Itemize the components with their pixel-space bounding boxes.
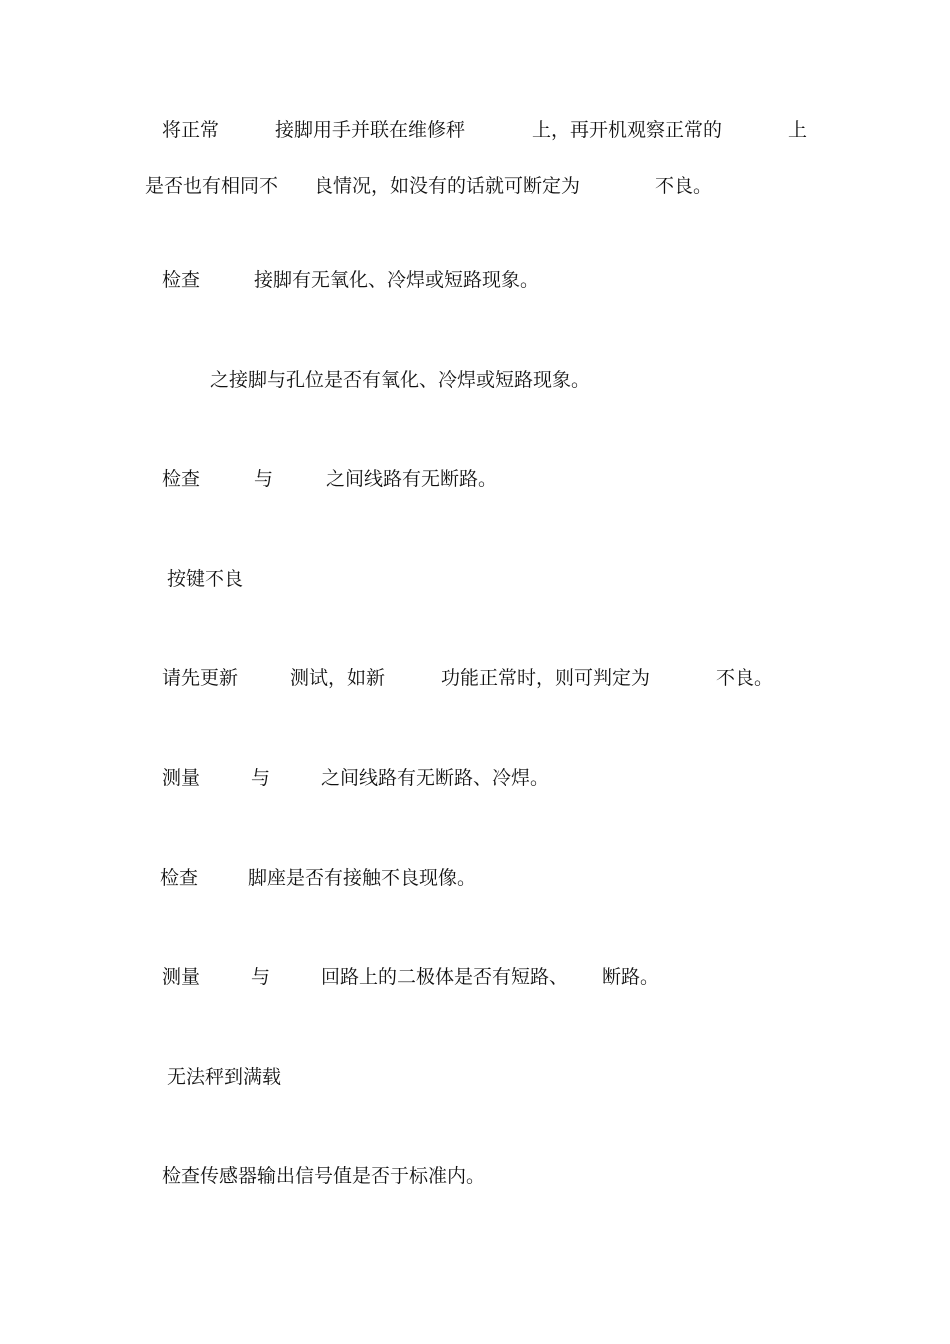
- text-segment: 脚座是否有接触不良现像。: [248, 867, 477, 889]
- paragraph-line-12: [0, 1164, 486, 1236]
- text-segment: 与: [251, 966, 271, 988]
- text-segment: 回路上的二极体是否有短路、: [321, 966, 569, 988]
- text-segment: 与: [254, 468, 274, 490]
- text-segment: 检查: [160, 867, 199, 889]
- text-segment: 将正常: [162, 119, 220, 141]
- paragraph-line-4: [0, 368, 591, 440]
- text-segment: 与: [251, 767, 271, 789]
- text-segment: 上，再开机观察正常的: [532, 119, 723, 141]
- text-segment: 检查传感器输出信号值是否于标准内。: [162, 1165, 486, 1187]
- text-segment: 之间线路有无断路、冷焊。: [321, 767, 550, 789]
- text-segment: 请先更新: [162, 667, 239, 689]
- text-segment: 上: [788, 119, 808, 141]
- text-segment: 不良。: [655, 175, 713, 197]
- text-segment: 接脚有无氧化、冷焊或短路现象。: [254, 269, 540, 291]
- paragraph-line-3: [0, 268, 540, 364]
- paragraph-line-9: [0, 866, 477, 962]
- text-segment: 断路。: [602, 966, 660, 988]
- text-segment: 测量: [162, 966, 201, 988]
- text-segment: 无法秤到满载: [167, 1066, 282, 1088]
- text-segment: 不良。: [716, 667, 774, 689]
- text-segment: 之接脚与孔位是否有氧化、冷焊或短路现象。: [210, 369, 591, 391]
- section-heading-key-fault: [0, 567, 244, 639]
- text-segment: 检查: [162, 269, 201, 291]
- text-segment: 良情况，如没有的话就可断定为: [314, 175, 581, 197]
- text-segment: 之间线路有无断路。: [326, 468, 498, 490]
- text-segment: 功能正常时，则可判定为: [441, 667, 651, 689]
- text-segment: 是否也有相同不: [145, 175, 279, 197]
- text-segment: 检查: [162, 468, 201, 490]
- text-segment: 接脚用手并联在维修秤: [275, 119, 466, 141]
- text-segment: 测量: [162, 767, 201, 789]
- text-segment: 按键不良: [167, 568, 244, 590]
- text-segment: 测试，如新: [290, 667, 386, 689]
- section-heading-full-load: [0, 1065, 282, 1137]
